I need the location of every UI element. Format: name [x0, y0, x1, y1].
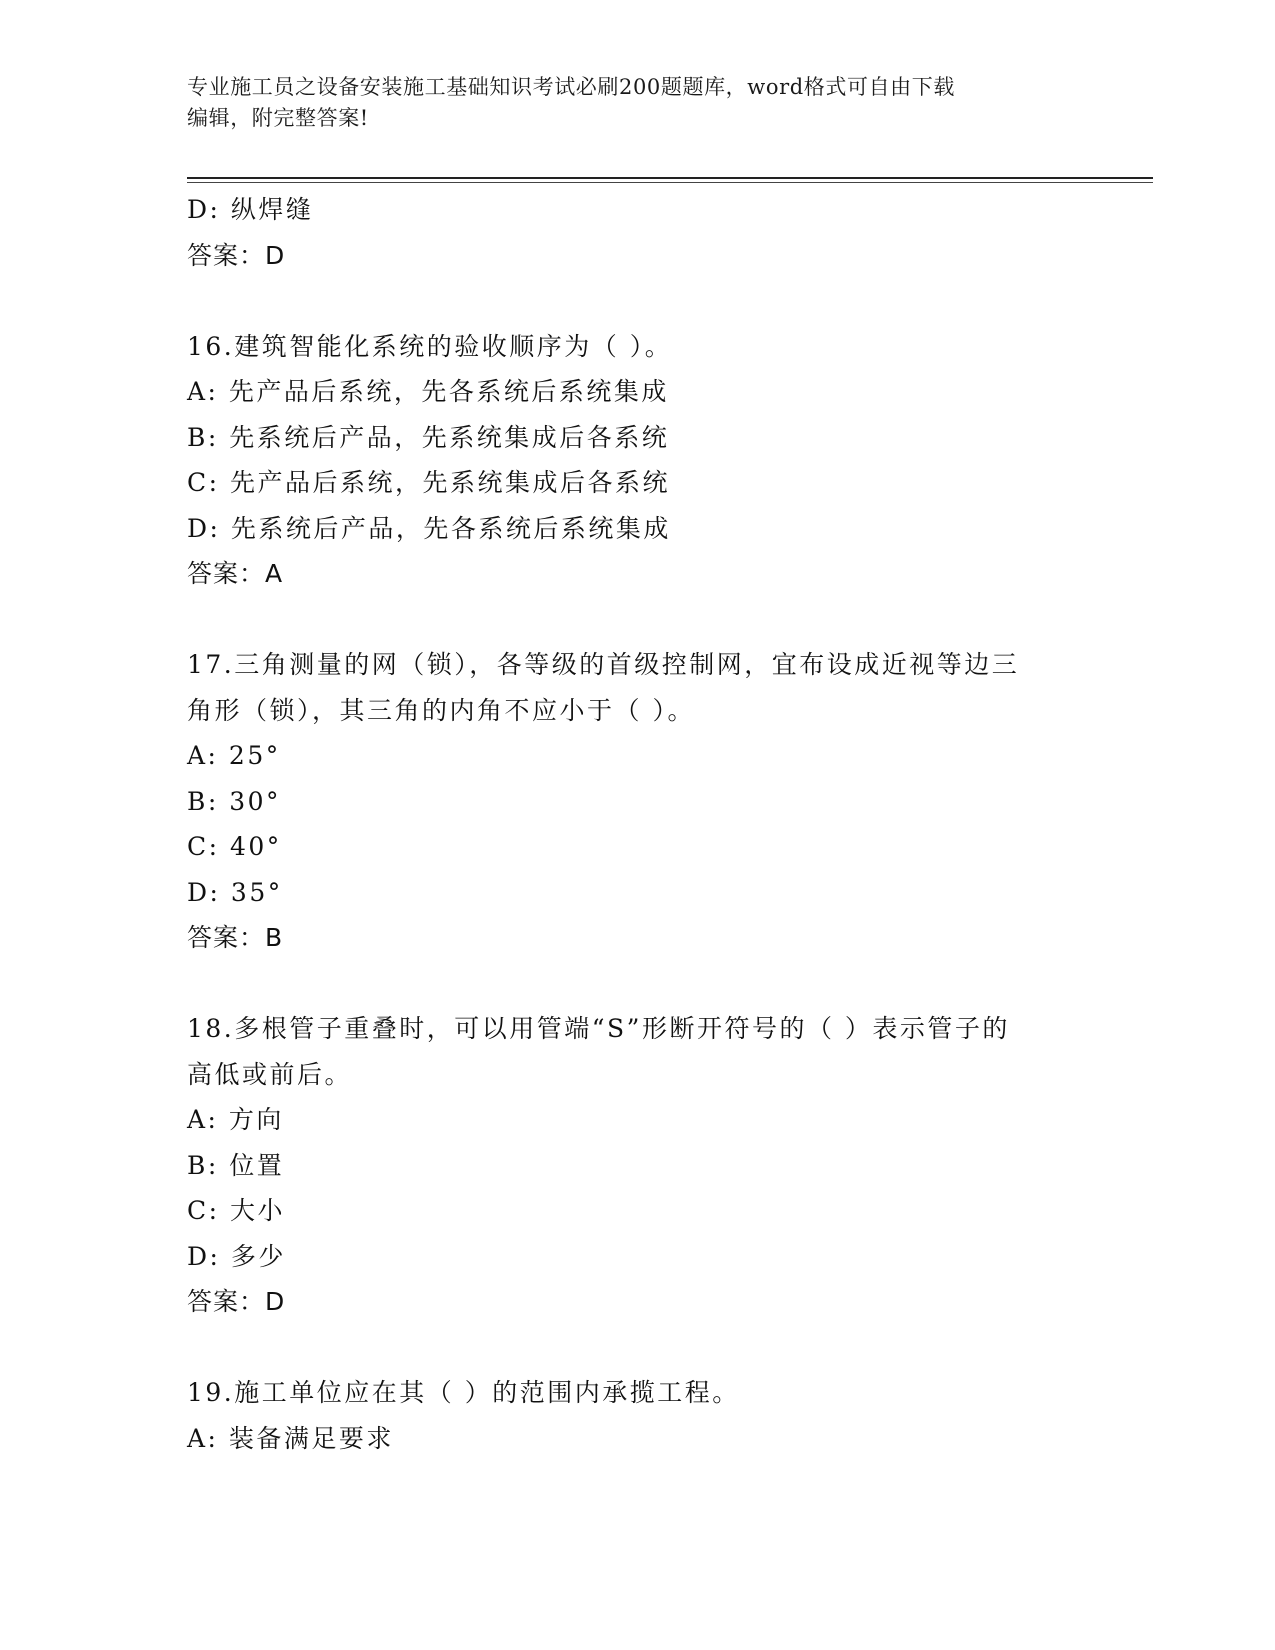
header-rule-thin: [187, 182, 1153, 183]
spacer: [187, 278, 1087, 324]
question-19: [187, 1370, 1087, 1461]
question-16-stem: 16.建筑智能化系统的验收顺序为（ ）。: [187, 331, 673, 361]
question-18: [187, 1006, 1087, 1325]
question-17-stem-line-2: 角形（锁），其三角的内角不应小于（ ）。: [187, 695, 695, 725]
question-17-answer: 答案：B: [187, 923, 284, 952]
question-18-option-c: C: 大小: [187, 1196, 285, 1225]
prev-answer: 答案：D: [187, 240, 286, 270]
spacer: [187, 1325, 1087, 1371]
question-17: [187, 642, 1087, 961]
question-18-option-d: D: 多少: [187, 1241, 286, 1271]
question-17-option-a: A: 25°: [187, 741, 281, 770]
spacer: [187, 597, 1087, 643]
question-16-option-b: B: 先系统后产品，先系统集成后各系统: [187, 422, 670, 452]
document-header: [187, 72, 1087, 134]
question-16-option-c: C: 先产品后系统，先系统集成后各系统: [187, 468, 670, 497]
prev-option-d: D: 纵焊缝: [187, 195, 314, 224]
question-16: [187, 324, 1087, 597]
header-line-2: 编辑，附完整答案!: [187, 106, 369, 130]
question-16-option-d: D: 先系统后产品，先各系统后系统集成: [187, 513, 671, 543]
question-17-stem-line-1: 17.三角测量的网（锁），各等级的首级控制网，宜布设成近视等边三: [187, 650, 1020, 679]
question-list: [187, 187, 1087, 1461]
question-18-option-b: B: 位置: [187, 1150, 285, 1180]
question-16-answer: 答案：A: [187, 559, 284, 588]
question-16-option-a: A: 先产品后系统，先各系统后系统集成: [187, 377, 669, 406]
question-19-stem: 19.施工单位应在其（ ）的范围内承揽工程。: [187, 1378, 740, 1407]
header-line-1: 专业施工员之设备安装施工基础知识考试必刷200题题库，word格式可自由下载: [187, 75, 955, 99]
question-18-stem-line-2: 高低或前后。: [187, 1059, 353, 1089]
spacer: [187, 961, 1087, 1007]
question-18-option-a: A: 方向: [187, 1105, 284, 1134]
question-19-option-a: A: 装备满足要求: [187, 1423, 394, 1453]
question-17-option-b: B: 30°: [187, 786, 282, 816]
header-rule-thick: [187, 177, 1153, 179]
question-18-stem-line-1: 18.多根管子重叠时，可以用管端“S”形断开符号的（ ）表示管子的: [187, 1014, 1010, 1043]
question-18-answer: 答案：D: [187, 1287, 286, 1316]
question-17-option-c: C: 40°: [187, 832, 282, 861]
question-17-option-d: D: 35°: [187, 877, 283, 907]
